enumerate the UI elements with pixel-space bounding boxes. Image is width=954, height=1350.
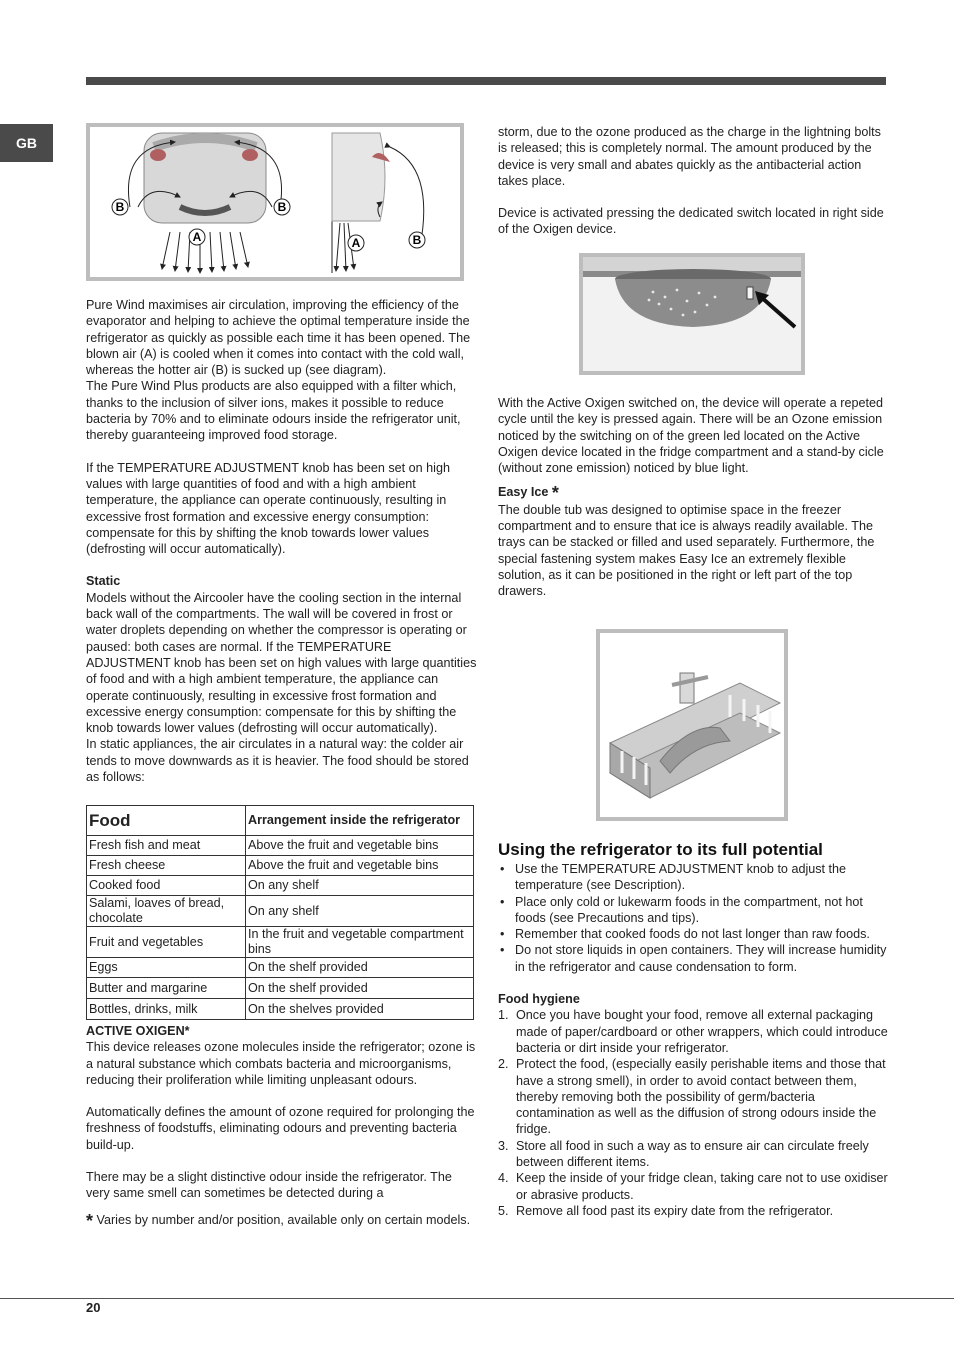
active-oxigen-heading: ACTIVE OXIGEN*: [86, 1024, 190, 1038]
arrangement-cell: In the fruit and vegetable compartment bins: [246, 927, 474, 958]
oxigen-device-illustration: [583, 257, 801, 371]
storm-paragraph: storm, due to the ozone produced as the charge in the lightning bolts is released; this is completely normal. The amount produced by the device is very small and abates quickly as the antibacterial action takes place.: [498, 125, 881, 188]
label-b-side: B: [412, 233, 422, 247]
table-row: [87, 856, 474, 876]
food-cell: Cooked food: [87, 876, 246, 896]
easy-ice-paragraph: The double tub was designed to optimise space in the freezer compartment and to ensure that ice is always readily available. The trays can be stacked or filled and used separately. Furthermore, the special fastening system makes Easy Ice an extremely flexible solution, as it can be positioned in the right or left part of the top drawers.: [498, 502, 875, 599]
food-cell: Fresh fish and meat: [87, 836, 246, 856]
table-row: [87, 836, 474, 856]
pure-wind-text: [86, 297, 478, 785]
header-food: Food: [87, 806, 246, 836]
easy-ice-heading: Easy Ice: [498, 485, 549, 500]
label-a-right: A: [351, 236, 361, 250]
list-item: [498, 1138, 890, 1171]
food-cell: Salami, loaves of bread, chocolate: [87, 896, 246, 927]
food-cell: Eggs: [87, 958, 246, 978]
table-row: [87, 927, 474, 958]
table-row: [87, 876, 474, 896]
storm-text: [498, 124, 890, 238]
item-number: 1.: [498, 1008, 509, 1023]
active-oxigen-paragraph-1: This device releases ozone molecules inside the refrigerator; ozone is a natural substance which combats bacteria and microorganisms, reducing their proliferation while limiting unpleasant odours.: [86, 1040, 476, 1087]
switch-paragraph: Device is activated pressing the dedicated switch located in right side of the Oxigen device.: [498, 206, 884, 237]
active-oxigen-photo: [579, 253, 805, 375]
label-b-right: B: [277, 200, 287, 214]
pure-wind-paragraph-2: The Pure Wind Plus products are also equipped with a filter which, thanks to the inclusion of silver ions, makes it possible to reduce bacteria by 70% and to eliminate odours inside the refrigerator unit, thereby guaranteeing improved food storage.: [86, 379, 461, 443]
label-b-left: B: [115, 200, 125, 214]
bottom-rule: [0, 1298, 954, 1299]
food-cell: Bottles, drinks, milk: [87, 999, 246, 1020]
food-cell: Butter and margarine: [87, 978, 246, 999]
arrangement-cell: On any shelf: [246, 876, 474, 896]
arrangement-cell: On the shelf provided: [246, 958, 474, 978]
label-a-left: A: [192, 230, 202, 244]
food-storage-table: [86, 805, 474, 1020]
arrangement-cell: Above the fruit and vegetable bins: [246, 856, 474, 876]
list-item: [498, 1056, 890, 1137]
item-text: Protect the food, (especially easily perishable items and those that have a strong smell), in order to avoid contact between them, thereby removing both the possibility of germ/bacteria contamination as well as the diffusion of strong odours inside the fridge.: [516, 1057, 886, 1137]
table-header-row: [87, 806, 474, 836]
full-potential-section: [498, 861, 890, 1219]
cycle-text: [498, 395, 890, 600]
active-oxigen-paragraph-3: There may be a slight distinctive odour inside the refrigerator. The very same smell can sometimes be detected during a: [86, 1170, 452, 1201]
food-cell: Fresh cheese: [87, 856, 246, 876]
item-number: 2.: [498, 1057, 509, 1072]
food-cell: Fruit and vegetables: [87, 927, 246, 958]
item-number: 4.: [498, 1171, 509, 1186]
active-oxigen-text: [86, 1023, 478, 1229]
static-heading: Static: [86, 574, 121, 589]
active-oxigen-paragraph-2: Automatically defines the amount of ozone required for prolonging the freshness of foodstuffs, eliminating odours and preventing bacteria build-up.: [86, 1105, 475, 1152]
footnote-text: Varies by number and/or position, available only on certain models.: [96, 1212, 471, 1227]
table-row: [87, 896, 474, 927]
pure-wind-paragraph-1: Pure Wind maximises air circulation, improving the efficiency of the evaporator and helping to achieve the optimal temperature inside the refrigerator as quickly as possible each time it has been opened. The blown air (A) is cooled when it comes into contact with the cold wall, whereas the hotter air (B) is sucked up (see diagram).: [86, 298, 471, 378]
language-tab: GB: [0, 124, 53, 162]
table-row: [87, 978, 474, 999]
static-paragraph-1: Models without the Aircooler have the cooling section in the internal back wall of the compartments. The wall will be covered in frost or water droplets depending on whether the compressor is operating or paused: both cases are normal. If the TEMPERATURE ADJUSTMENT knob has been set on high values with large quantities of food and with a high ambient temperature, the appliance can operate continuously, resulting in excessive frost formation and excessive energy consumption: compensate for this by shifting the knob towards lower values (defrosting will occur automatically).: [86, 590, 477, 736]
top-rule: [86, 77, 886, 85]
header-arrangement: Arrangement inside the refrigerator: [246, 806, 474, 836]
ice-tray-illustration: [600, 633, 784, 817]
tips-list: [498, 861, 890, 975]
list-item: [498, 1170, 890, 1203]
cycle-paragraph: With the Active Oxigen switched on, the device will operate a repeted cycle until the key is pressed again. There will be an Ozone emission noticed by the switching on of the green led located on the Active Oxigen device located in the fridge compartment and a stand-by cicle (without zone emission) noticed by blue light.: [498, 396, 884, 476]
table-row: [87, 999, 474, 1020]
item-text: Keep the inside of your fridge clean, taking care not to use oxidiser or abrasive products.: [516, 1171, 888, 1202]
easy-ice-star: *: [551, 483, 559, 504]
item-text: Store all food in such a way as to ensure air can circulate freely between different items.: [516, 1138, 869, 1170]
item-number: 5.: [498, 1203, 509, 1218]
airflow-diagram: [86, 123, 464, 281]
hygiene-list: [498, 1007, 890, 1219]
arrangement-cell: Above the fruit and vegetable bins: [246, 836, 474, 856]
item-number: 3.: [498, 1138, 509, 1153]
easy-ice-heading-line: [498, 483, 890, 504]
arrangement-cell: On the shelves provided: [246, 999, 474, 1020]
static-paragraph-2: In static appliances, the air circulates in a natural way: the colder air tends to move downwards as it is heavier. The food should be stored as follows:: [86, 737, 469, 785]
arrangement-cell: On any shelf: [246, 896, 474, 927]
airflow-illustration: [90, 127, 460, 277]
arrangement-cell: On the shelf provided: [246, 978, 474, 999]
item-text: Remove all food past its expiry date from the refrigerator.: [516, 1203, 834, 1218]
food-hygiene-heading: Food hygiene: [498, 992, 580, 1007]
list-item: • Use the TEMPERATURE ADJUSTMENT knob to adjust the temperature (see Description).: [498, 861, 890, 894]
full-potential-heading: Using the refrigerator to its full potential: [498, 840, 823, 859]
list-item: [498, 1203, 890, 1219]
temperature-knob-paragraph: If the TEMPERATURE ADJUSTMENT knob has been set on high values with large quantities of food and with a high ambient temperature, the appliance can operate continuously, resulting in excessive frost formation and excessive energy consumption: compensate for this by shifting the knob towards lower values (defrosting will occur automatically).: [86, 460, 450, 557]
footnote-star: *: [86, 1210, 94, 1231]
footnote: [86, 1212, 478, 1229]
item-text: Once you have bought your food, remove all external packaging made of paper/cardboard or other wrappers, which could introduce bacteria or dirt inside your refrigerator.: [516, 1008, 888, 1055]
list-item: • Remember that cooked foods do not last longer than raw foods.: [498, 926, 890, 942]
list-item: • Do not store liquids in open containers. They will increase humidity in the refrigerator and cause condensation to form.: [498, 942, 890, 975]
page-number: 20: [86, 1300, 101, 1315]
list-item: • Place only cold or lukewarm foods in the compartment, not hot foods (see Precautions and tips).: [498, 894, 890, 927]
table-row: [87, 958, 474, 978]
list-item: [498, 1007, 890, 1056]
easy-ice-photo: [596, 629, 788, 821]
